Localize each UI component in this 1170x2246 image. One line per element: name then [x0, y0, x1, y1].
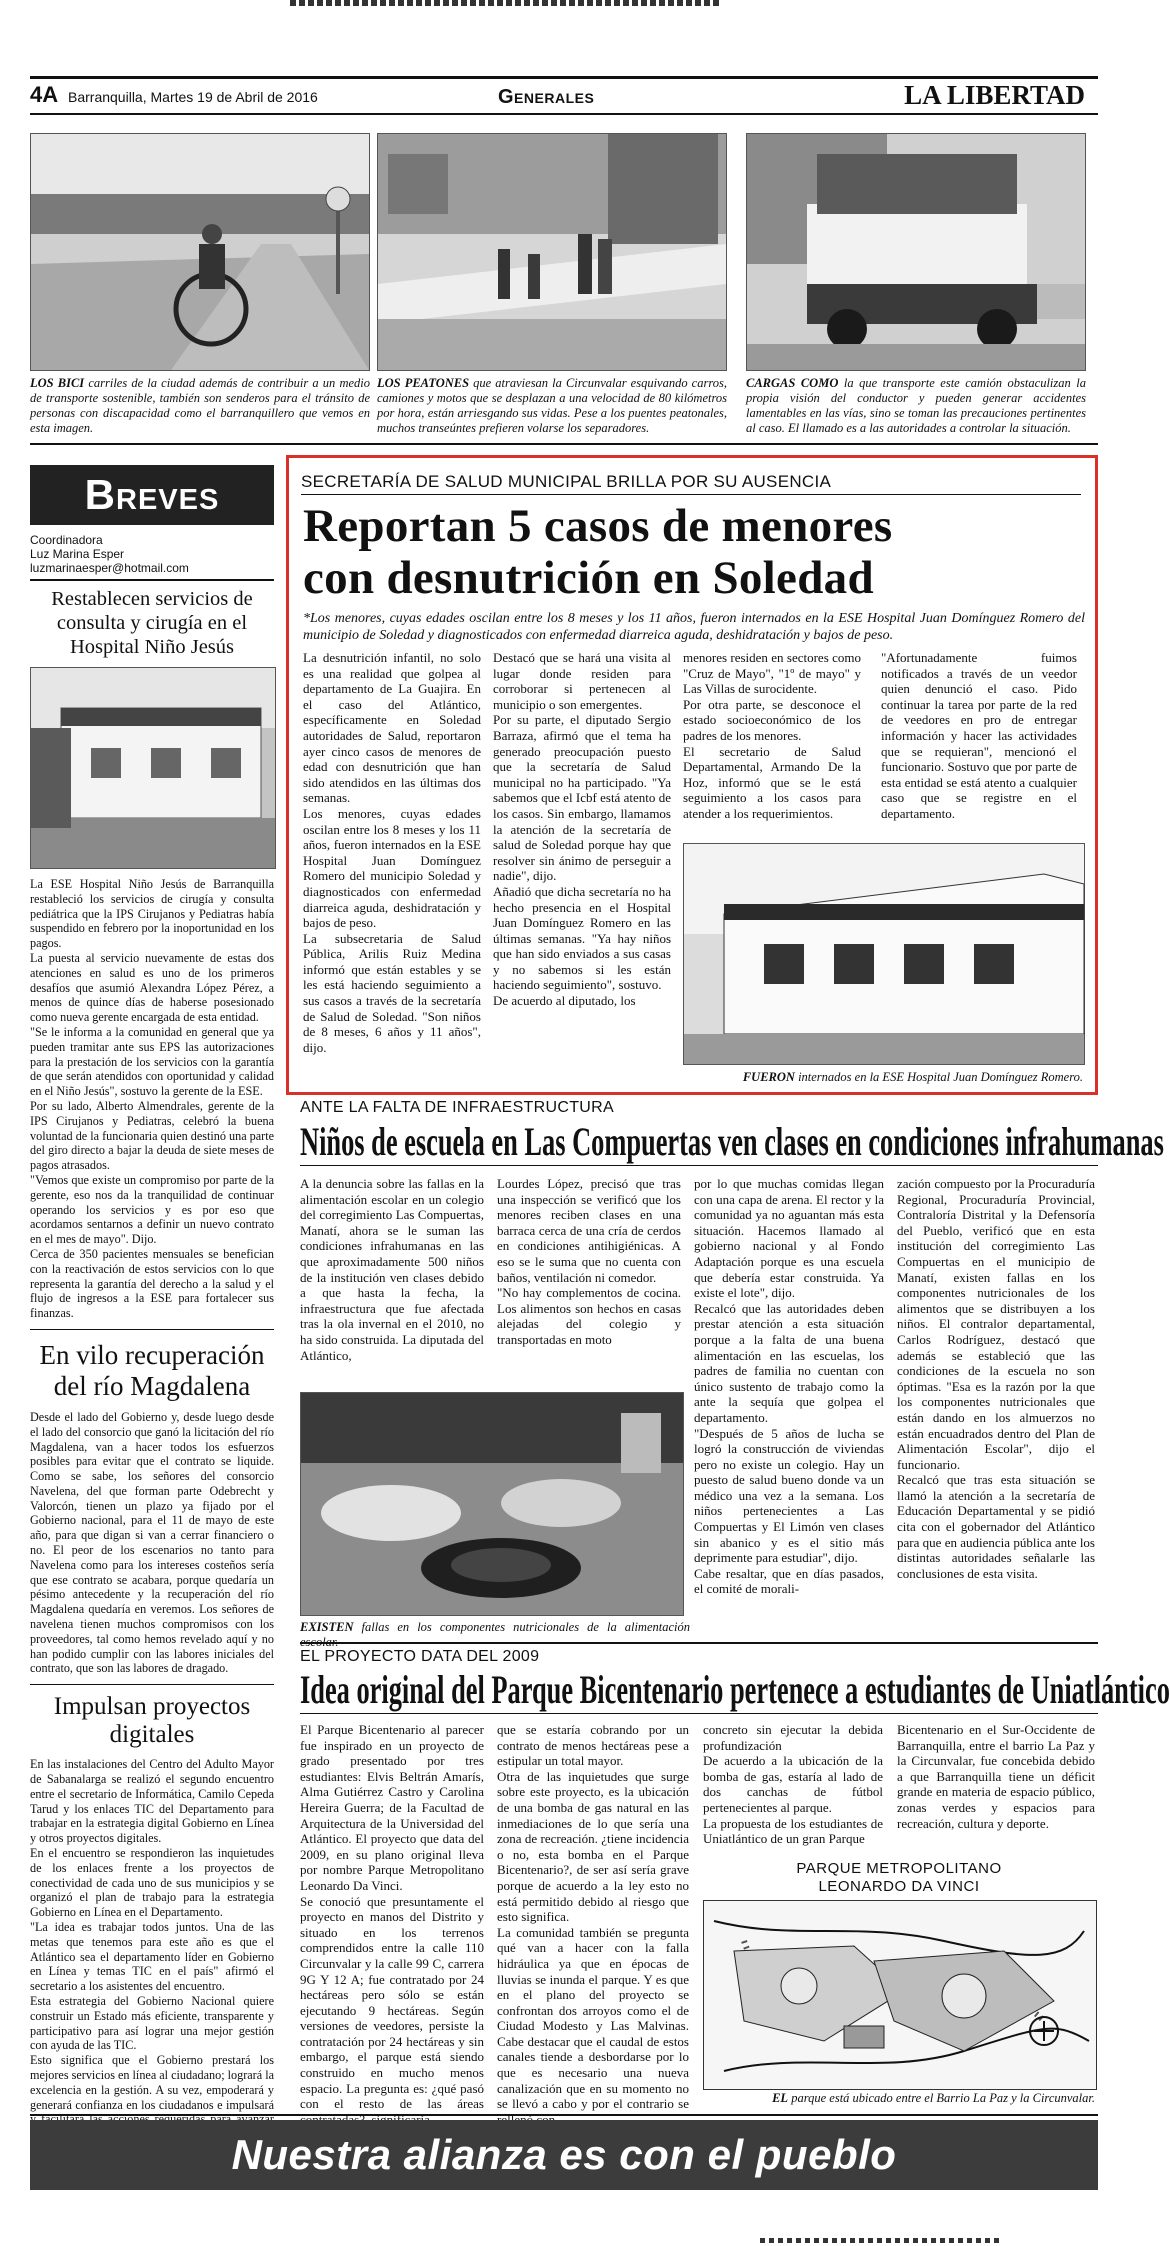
section-divider [30, 443, 1098, 445]
caption-text: carriles de la ciudad además de contribuir a un medio de transporte sostenible, también son senderos para el tránsito de personas con discapacidad como el barranquillero que vemos en esta imagen. [30, 376, 370, 435]
breves-banner [30, 465, 274, 525]
photo-loaded-truck [746, 133, 1086, 371]
caption-text: que atraviesan la Circunvalar esquivando carros, camiones y motos que se desplazan a una velocidad de 80 kilómetros por hora, están arriesgando sus vidas. Pese a los puentes peatonales, muchos transeúntes prefieren volarse los separadores. [377, 376, 727, 435]
story-kicker: ANTE LA FALTA DE INFRAESTRUCTURA [300, 1099, 614, 1116]
page-number: 4A [30, 82, 59, 107]
slogan-text: Nuestra alianza es con el pueblo [231, 2131, 897, 2178]
brief-title: Impulsan proyectos digitales [53, 1693, 251, 1749]
caption-lead: LOS PEATONES [377, 376, 470, 390]
section-divider [300, 1642, 1098, 1644]
paragraph: La puesta al servicio nuevamente de estas dos atenciones en salud es uno de los primeros desafíos que asumió Alexandra López Pérez, a menos de quince días de haberse posesionado como nueva gerente encargada de esta entidad. [30, 950, 274, 1025]
lead-headline [303, 500, 892, 604]
article-column: El Parque Bicentenario al parecer fue inspirado en un proyecto de grado presentado por tres estudiantes: Elvis Beltrán Amarís, Alma Gutiérrez Castro y Carolina Hereira Guerra; de la Facultad de Arquitectura de la Universidad del Atlántico. El proyecto que data del 2009, en su plano original lleva por nombre Parque Metropolitano Leonardo Da Vinci. Se conoció que presuntamente el proyecto en manos del Distrito y situado en los terrenos comprendidos entre la calle 110 Circunvalar y la calle 99 C, carrera 9G Y 12 A; fue contratado por 24 hectáreas pero sólo se están ejecutando 9 hectáreas. Según versiones de veedores, persiste la contratación por 24 hectáreas y sin embargo, el parque está siendo construido en mucho menos espacio. La pregunta es: ¿qué pasó con el resto de las áreas [300, 1722, 484, 2112]
article-column: A la denuncia sobre las fallas en la alimentación escolar en un colegio del corregimiento Las Compuertas, Manatí, ahora se le suman las condiciones infrahumanas en las que aproximadamente 500 niños de la institución ven clases debido a que hasta la fecha, la infraestructura que fue afectada tras la ola invernal en el 2010, no ha sido construida. La diputada del Atlántico, [300, 1176, 484, 1363]
breves-column [30, 465, 275, 2112]
caption-cargas [746, 376, 1086, 436]
headline-line: Reportan 5 casos de menores [303, 500, 893, 552]
park-plan-map [703, 1900, 1097, 2090]
breves-label: Breves [84, 471, 220, 518]
article-column: La desnutrición infantil, no solo es una realidad que golpea al departamento de La Guajira. En el caso del Atlántico, específicamente en Soledad autoridades de Salud, reportaron ayer cinco casos de menores de edad con desnutrición que han sido atendidos en las últimas dos semanas. Los menores, cuyas edades oscilan entre los 8 meses y los 11 años, fueron internados en la ESE Hospital Juan Domínguez Romero del municipio Soledad y diagnosticados con enfermedad diarreica aguda, deshidratación y bajos de peso. La subsecretaria de Salud Pública, Arilis Ruiz Medina informó que están estables y se les está haciendo seguimiento a sus casos a través de la secretaría de Salud de Soledad. "Son niños de 8 meses, 6 años y 11 años", dijo. [303, 650, 481, 1055]
paragraph: Esto significa que el Gobierno prestará los mejores servicios en línea al ciudadano; logrará la excelencia en la gestión. A su vez, empoderará y generará confianza en los ciudadanos e impulsará [30, 2053, 274, 2112]
headline-rule [300, 1165, 1098, 1166]
paragraph: En las instalaciones del Centro del Adulto Mayor de Sabanalarga se realizó el segundo encuentro entre el secretario de Informática, Camilo Cepeda Tarud y los enlaces TIC del Departamento para trabajar en la estrategia digital Gobierno en Línea y otros proyectos digitales. [30, 1757, 274, 1846]
masthead: LA LIBERTAD [904, 80, 1085, 110]
paragraph: Por su lado, Alberto Almendrales, gerente de la IPS Cirujanos y Pediatras, celebró la buena voluntad de la funcionaria quien destinó una parte del giro directo a bajar la deuda de siete meses de pagos atrasados. [30, 1098, 275, 1173]
lead-story-box [286, 455, 1098, 1095]
lead-deck: *Los menores, cuyas edades oscilan entre los 8 meses y los 11 años, fueron internados en la ESE Hospital Juan Domínguez Romero del municipio de Soledad y diagnosticados con enfermedad diarreica aguda, deshidratación y bajos de peso. [303, 611, 1085, 643]
caption-text: la que transporte este camión obstaculizan la propia visión del conductor y pueden generar accidentes lamentables en las vías, sino se toman las precauciones pertinentes al caso. El llamado es a las autoridades a controlar la situación. [746, 376, 1086, 435]
header-rule-bottom [30, 113, 1098, 115]
caption-text: fallas en los componentes nutricionales de la alimentación [361, 1620, 690, 1634]
page-bottom-strip [760, 2238, 1000, 2243]
article-column: concreto sin ejecutar la debida profundización De acuerdo a la ubicación de la bomba de gas, estaría al lado de dos canchas de fútbol pertenecientes al parque. La propuesta de los estudiantes de Uniatlántico de un gran Parque [703, 1722, 883, 1847]
photo-hospital-juan-dominguez [683, 843, 1085, 1065]
article-column: "Afortunadamente fuimos notificados a través de un veedor quien denunció el caso. Pido continuar la tarea por parte de la red de veedores en pro de entregar información y hacer las actividades que se requieran", mencionó el funcionario. Sostuvo que por parte de esta entidad se está atento a cualquier caso que se registre en el departamento. [881, 650, 1077, 821]
slogan-banner [30, 2120, 1098, 2190]
plan-title-line: PARQUE METROPOLITANO [796, 1860, 1002, 1877]
article-column: que se estaría cobrando por un contrato de menos hectáreas pese a estipular un total mayor. Otra de las inquietudes que surge sobre este proyecto, es la ubicación de una bomba de gas natural en las inmediaciones de lo que sería una zona de recreación. ¿tiene incidencia o no, esta bomba en el Parque Bicentenario?, de ser así sería grave porque de acuerdo a la ley esto no está permitido debido al riesgo que esto significa. La comunidad también se pregunta qué van a hacer con la falla hidráulica ya que en épocas de lluvias se inunda el parque. Y es que en el plano del proyecto se confrontan dos arroyos como el de Ciudad Modesto y Las Malvinas. Cabe destacar que el caudal de estos canales tiende a desbordarse por lo que es necesario una nueva canalización que en su momento no se llevó a cabo y por el contrario se [497, 1722, 689, 2112]
kicker-rule [301, 494, 1081, 495]
article-column: Destacó que se hará una visita al lugar donde residen para corroborar si pertenecen al municipio o son emergentes. Por su parte, el diputado Sergio Barraza, afirmó que el tema ha generado preocupación puesto que la secretaría de Salud municipal no ha participado. "Ya sabemos que el Icbf está atento de los casos. Sin embargo, llamamos la atención de la secretaría de salud de Soledad porque hay que resolver sin ánimo de perseguir a nadie", dijo. Añadió que dicha secretaría no ha hecho presencia en el Hospital Juan Domínguez Romero en las últimas semanas. "Ya hay niños que han sido enviados a sus casas y no sabemos si les están haciendo seguimiento", sostuvo. De acuerdo al diputado, los [493, 650, 671, 1009]
caption-lead: LOS BICI [30, 376, 85, 390]
caption-el-parque [703, 2091, 1095, 2106]
page-top-strip [290, 0, 720, 6]
header-rule-top [30, 76, 1098, 79]
caption-lead: EXISTEN [300, 1620, 354, 1634]
caption-text: parque está ubicado entre el Barrio La Paz y la Circunvalar. [788, 2091, 1095, 2105]
caption-text: internados en la ESE Hospital Juan Domínguez Romero. [794, 1070, 1083, 1084]
photo-school-lunch [300, 1392, 684, 1616]
park-headline: Idea original del Parque Bicentenario pertenece a estudiantes de Uniatlántico [300, 1667, 1170, 1712]
caption-existen [300, 1620, 690, 1650]
brief-body [30, 1757, 274, 2171]
caption-fueron [683, 1070, 1083, 1085]
brief-title: En vilo recuperación del río Magdalena [39, 1339, 265, 1401]
article-column: zación compuesto por la Procuraduría Regional, Procuraduría Provincial, Contraloría Distrital y la Defensoría del Pueblo, verificó que en esta institución del corregimiento Las Compuertas en el municipio de Manatí, existen fallas en los componentes nutricionales de los alimentos que se distribuyen a los niños. El contralor departamental, Carlos Rodríguez, destacó que además se estableció que las condiciones de la escuela no son óptimas. "Esa es la razón por la que los componentes nutricionales que están dando en los almuerzos no están encuadrados dentro del Plan de Alimentación Escolar", dijo el funcionario. Recalcó que tras esta situación se llamó la atención a la secretaría de Educación Departamental y se pidió cita con el gobernador del Atlántico para que en audiencia pública ante los distintas autoridades señalarle las conclusiones de esta visita. [897, 1176, 1095, 1581]
caption-peatones [377, 376, 727, 436]
footer-rule [30, 2114, 1098, 2116]
paragraph: "Se le informa a la comunidad en general que ya pueden tramitar ante sus EPS las autorizaciones para la prestación de los servicios con la garantía de que serán atendidos con oportunidad y calidad en el Niño Jesús", sostuvo la gerente de la ESE. [30, 1024, 274, 1099]
caption-lead: EL [772, 2091, 789, 2105]
photo-hospital-nino-jesus [30, 667, 276, 869]
story-kicker: EL PROYECTO DATA DEL 2009 [300, 1648, 540, 1665]
article-column: Lourdes López, precisó que tras una inspección se verificó que los menores reciben clases en una barraca cerca de una cría de cerdos en condiciones antihigiénicas. A eso se le suma que no cuenta con baños, ventilación ni comedor. "No hay complementos de cocina. Los alimentos son hechos en casas alejadas del colegio y transportadas en moto [497, 1176, 681, 1347]
story-kicker: SECRETARÍA DE SALUD MUNICIPAL BRILLA POR SU AUSENCIA [301, 472, 832, 491]
dateline: Barranquilla, Martes 19 de Abril de 2016 [68, 89, 318, 105]
park-plan-title [703, 1860, 1095, 1896]
coordinator-email: luzmarinaesper@hotmail.com [30, 561, 189, 575]
paragraph: En el encuentro se respondieron las inquietudes de los enlaces frente a los proyectos de conectividad de cada uno de sus municipios y se organizó el plan de trabajo para la estrategia Gobierno en Línea en el Departamento. [30, 1846, 274, 1920]
brief-title: Restablecen servicios de consulta y cirugía en el Hospital Niño Jesús [51, 588, 253, 658]
school-headline: Niños de escuela en Las Compuertas ven clases en condiciones infrahumanas [300, 1119, 1164, 1164]
plan-title-line: LEONARDO DA VINCI [818, 1878, 980, 1895]
headline-rule [300, 1713, 1098, 1714]
article-column: por lo que muchas comidas llegan con una capa de arena. El rector y la comunidad ya no aguantan más esta situación. Hacemos llamado al gobierno nacional y al Fondo Adaptación porque es una escuela que debería estar construida. Ya existe el lote", dijo. Recalcó que las autoridades deben prestar atención a esta situación porque a la falta de una buena alimentación en las escuelas, los padres de familia no cuentan con único sustento de trabajo como la ante la sequía que golpea el departamento. "Después de 5 años de lucha se logró la construcción de viviendas pero no existe un colegio. Hay un puesto de salud bueno donde va un médico una vez a la semana. Los niños pertenecientes a Las Compuertas y El Limón ven clases sin abanico y es el sitio más deprimente para estudiar", dijo. Cabe resaltar, que en días pasados, el comité de morali- [694, 1176, 884, 1597]
caption-lead: FUERON [742, 1070, 795, 1084]
article-column: Bicentenario en el Sur-Occidente de Barranquilla, entre el barrio La Paz y la Circunvalar, fue concebida debido a que Barranquilla tiene un déficit grande en materia de espacio público, zonas verdes y espacios para recreación, cultura y deporte. [897, 1722, 1095, 1831]
brief-body [30, 877, 274, 1321]
brief-body [30, 1410, 274, 1676]
coordinator-name: Luz Marina Esper [30, 547, 125, 561]
paragraph: "La idea es trabajar todos juntos. Una de las metas que tenemos para este año es que el Atlántico sea el departamento líder en Gobierno en Línea y temas TIC en el país" afirmó el secretario a los asistentes del encuentro. [30, 1920, 274, 1994]
paragraph: Desde el lado del Gobierno y, desde luego desde el lado del consorcio que ganó la licitación del río Magdalena, van a hacer todos los esfuerzos posibles para evitar que el contrato se liquide. Como se sabe, los señores del consorcio Navelena, del que forman parte Odebrecht y Valorcón, tienen un plazo ya fijado por el Gobierno nacional, para el 11 de mayo de este año, para que digan si van a cerrar financiero o no. El peor de los escenarios no tanto para Navelena como para los intereses costeños sería que ese contrato se acabara, porque quedaría un pésimo antecedente y la recuperación del río Magdalena quedaría en veremos. Los señores de navelena tienen muchos compromisos con los proveedores, tal como hemos revelado aquí y no han podido cumplir con las labores iniciales del contrato, que son las labores de dragado. [30, 1409, 274, 1676]
photo-wheelchair-bikelane [30, 133, 370, 371]
paragraph: "Vemos que existe un compromiso por parte de la gerente, eso nos da la tranquilidad de continuar operando los servicios y es por eso que acordamos sentarnos a definir un nuevo contrato en el mes de mayo". Dijo. [30, 1172, 274, 1247]
photo-pedestrians-circunvalar [377, 133, 727, 371]
section-name: Generales [498, 86, 595, 108]
caption-bicis [30, 376, 370, 436]
headline-line: con desnutrición en Soledad [303, 552, 874, 604]
paragraph: Esta estrategia del Gobierno Nacional quiere construir un Estado más eficiente, transparente y participativo para así lograr una mejor gestión con ayuda de las TIC. [30, 1994, 274, 2053]
paragraph: Cerca de 350 pacientes mensuales se benefician con la reactivación de estos servicios con lo que representa la garantía del derecho a la salud y el flujo de ingresos a la ESE para fortalecer sus finanzas. [30, 1246, 274, 1321]
paragraph: La ESE Hospital Niño Jesús de Barranquilla restableció los servicios de cirugía y consulta pediátrica que la IPS Cirujanos y Pediatras había suspendido en febrero por la inoportunidad en los pagos. [30, 877, 274, 951]
article-column: menores residen en sectores como "Cruz de Mayo", "1º de mayo" y Las Villas de surocidente. Por otra parte, se desconoce el estado socioeconómico de los padres de los menores. El secretario de Salud Departamental, Armando De la Hoz, informó que se le está seguimiento a los casos para atender a los requerimientos. [683, 650, 861, 821]
caption-lead: CARGAS COMO [746, 376, 839, 390]
coordinator-label: Coordinadora [30, 533, 103, 547]
